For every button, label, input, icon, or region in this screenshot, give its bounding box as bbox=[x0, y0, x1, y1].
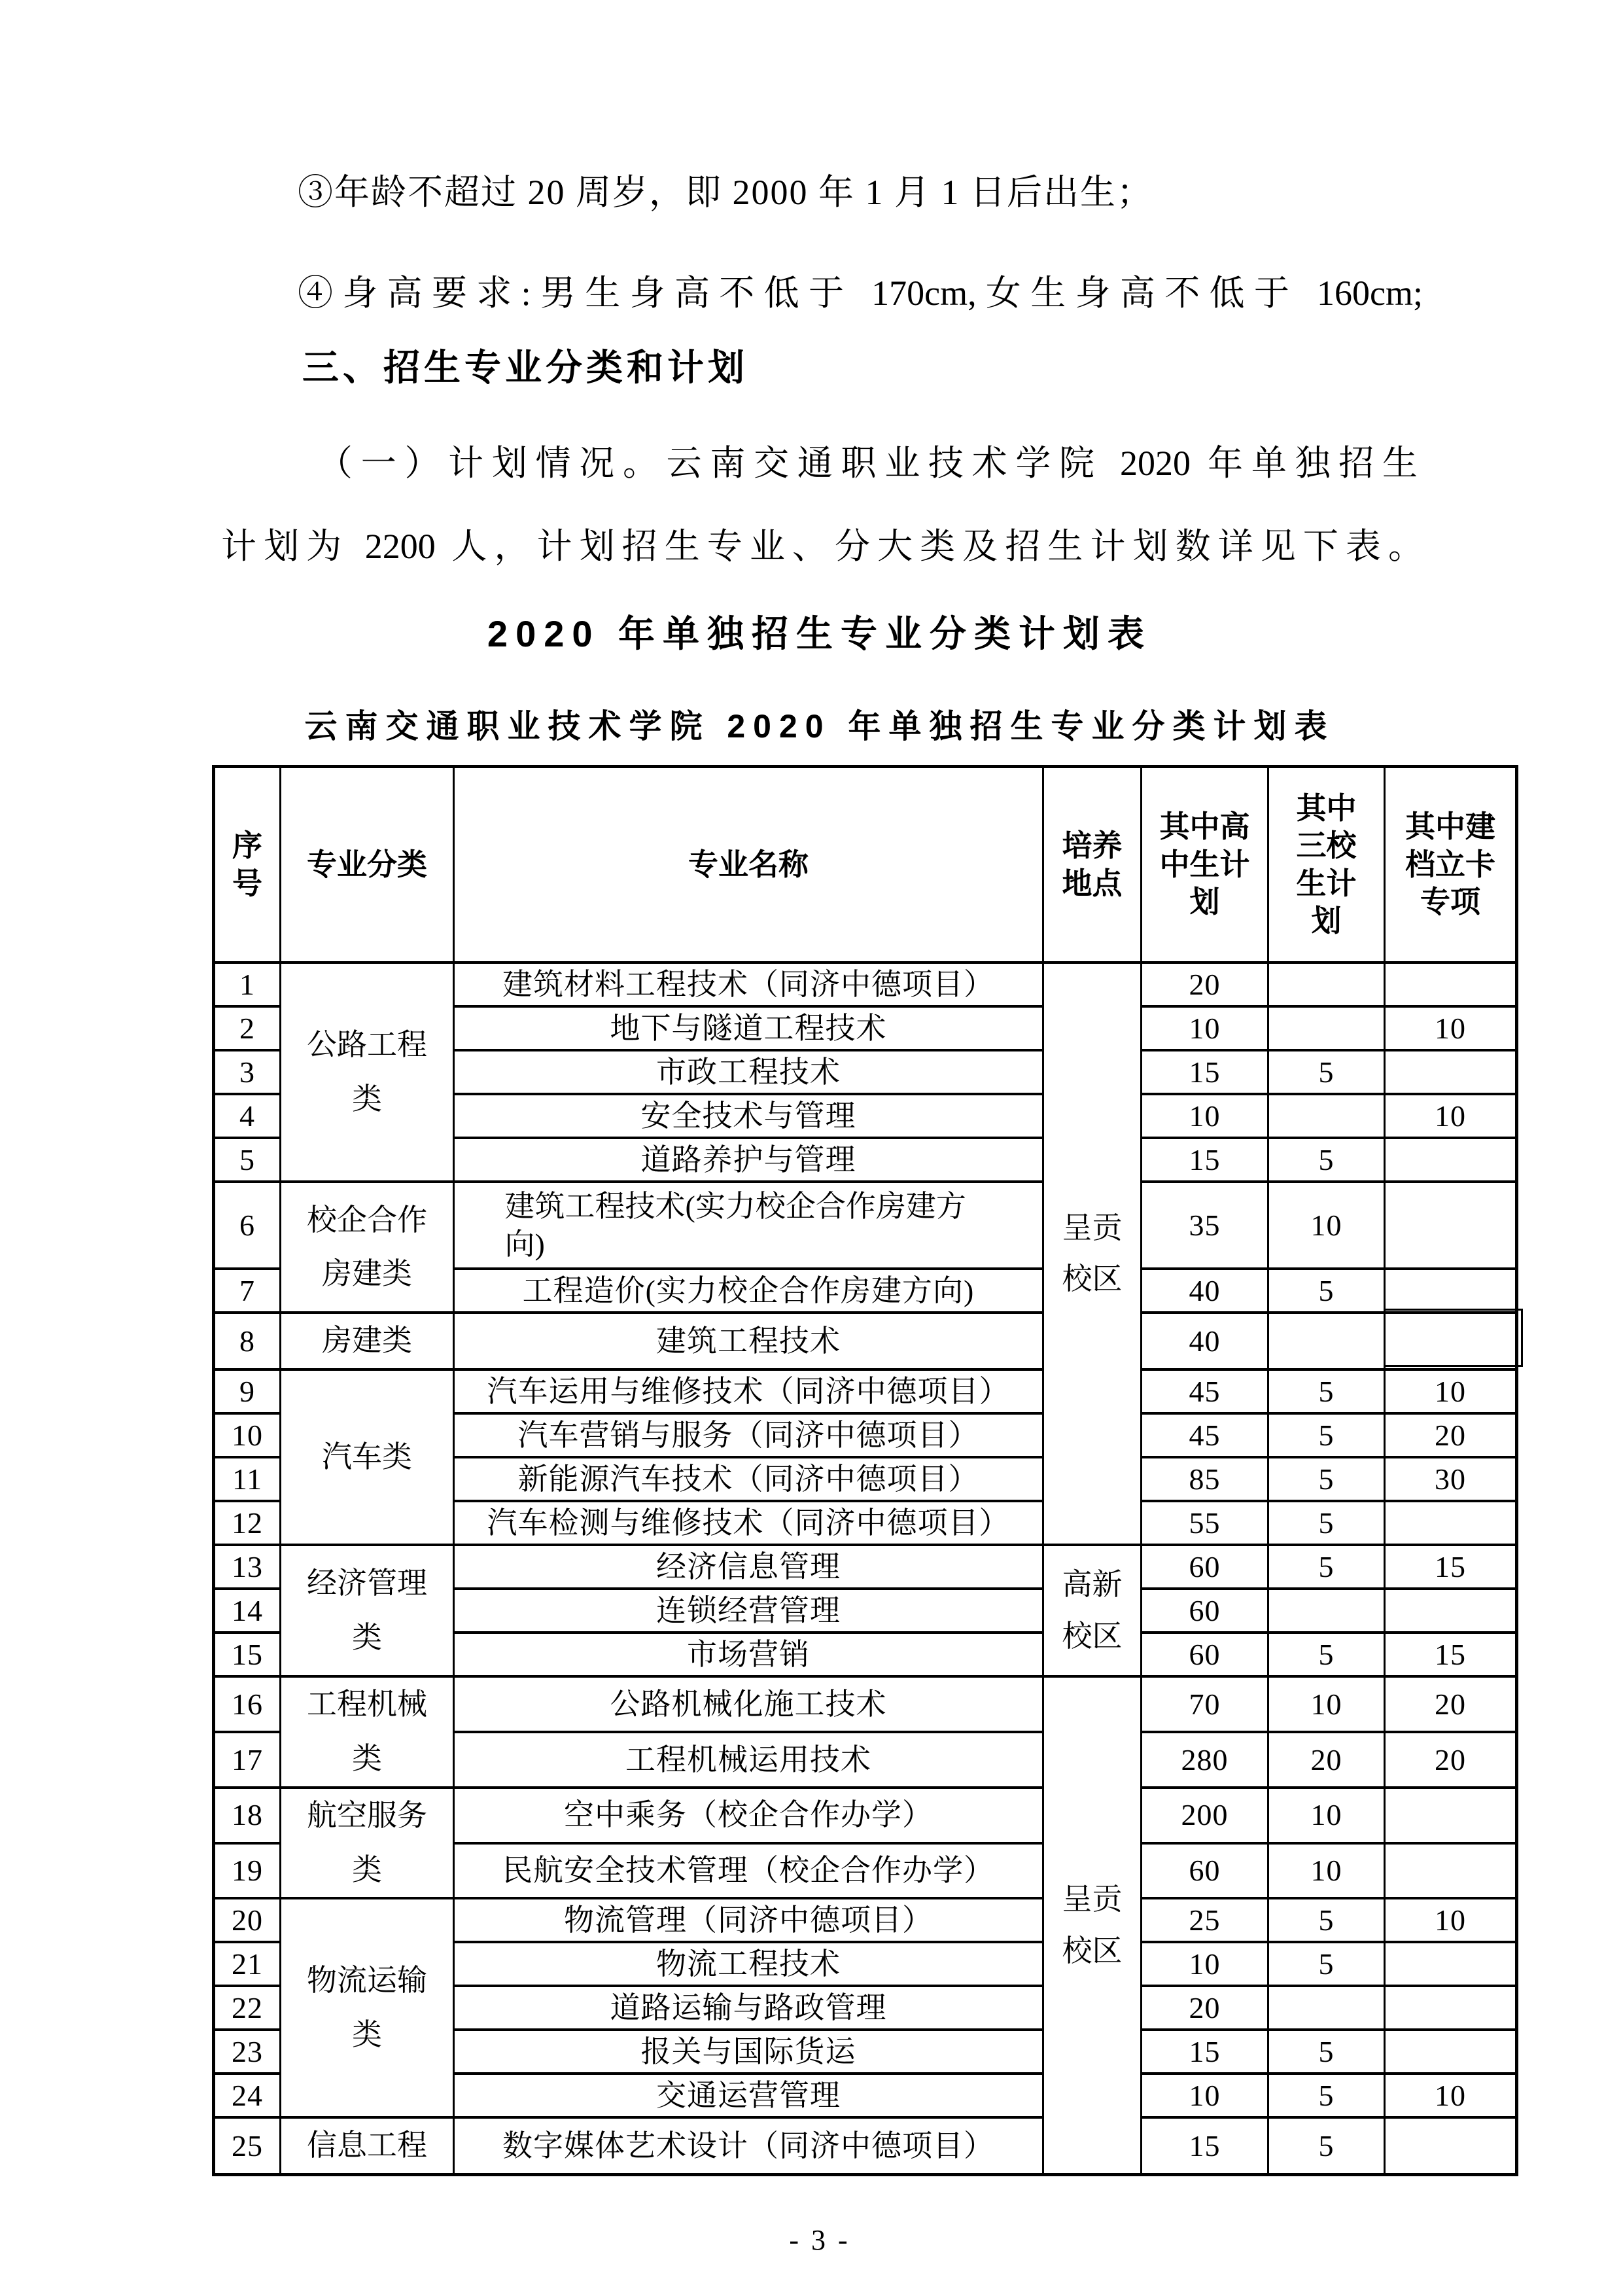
row-number-cell: 8 bbox=[214, 1313, 281, 1369]
sx-plan-cell: 20 bbox=[1268, 1732, 1385, 1788]
row-number-cell: 20 bbox=[214, 1898, 281, 1942]
hs-plan-cell: 200 bbox=[1142, 1788, 1268, 1843]
major-name-cell: 新能源汽车技术（同济中德项目） bbox=[454, 1457, 1043, 1501]
bdlk-plan-cell: 10 bbox=[1385, 1006, 1517, 1050]
category-cell: 物流运输类 bbox=[281, 1898, 454, 2117]
row-number-cell: 11 bbox=[214, 1457, 281, 1501]
hs-plan-cell: 15 bbox=[1142, 2117, 1268, 2174]
table-body bbox=[214, 963, 1517, 2174]
hs-plan-cell: 45 bbox=[1142, 1413, 1268, 1457]
page-number: - 3 - bbox=[789, 2224, 850, 2257]
hs-plan-cell: 280 bbox=[1142, 1732, 1268, 1788]
row-number-cell: 16 bbox=[214, 1676, 281, 1732]
row-number-cell: 6 bbox=[214, 1182, 281, 1269]
row-number-cell: 23 bbox=[214, 2030, 281, 2074]
table-row bbox=[214, 963, 1517, 1006]
table-row bbox=[214, 1182, 1517, 1269]
sx-plan-cell: 5 bbox=[1268, 1050, 1385, 1094]
sx-plan-cell: 5 bbox=[1268, 2074, 1385, 2117]
major-name-cell: 工程造价(实力校企合作房建方向) bbox=[454, 1269, 1043, 1313]
table-title: 2020 年单独招生专业分类计划表 bbox=[487, 612, 1153, 654]
bdlk-plan-cell: 30 bbox=[1385, 1457, 1517, 1501]
category-cell: 校企合作房建类 bbox=[281, 1182, 454, 1313]
location-cell: 呈贡校区 bbox=[1043, 1676, 1142, 2174]
major-name-cell: 道路运输与路政管理 bbox=[454, 1986, 1043, 2030]
major-name-cell: 市政工程技术 bbox=[454, 1050, 1043, 1094]
category-cell: 工程机械类 bbox=[281, 1676, 454, 1788]
row-number-cell: 5 bbox=[214, 1138, 281, 1182]
hs-plan-cell: 15 bbox=[1142, 2030, 1268, 2074]
major-name-cell: 报关与国际货运 bbox=[454, 2030, 1043, 2074]
sx-plan-cell: 5 bbox=[1268, 2030, 1385, 2074]
major-name-cell: 空中乘务（校企合作办学） bbox=[454, 1788, 1043, 1843]
sx-plan-cell bbox=[1268, 1006, 1385, 1050]
row-number-cell: 12 bbox=[214, 1501, 281, 1545]
table-header bbox=[214, 766, 1517, 963]
hs-plan-cell: 25 bbox=[1142, 1898, 1268, 1942]
hs-plan-cell: 40 bbox=[1142, 1313, 1268, 1369]
table-row bbox=[214, 1788, 1517, 1843]
major-name-cell: 建筑工程技术 bbox=[454, 1313, 1043, 1369]
sx-plan-cell bbox=[1268, 1986, 1385, 2030]
bdlk-plan-cell: 15 bbox=[1385, 1545, 1517, 1589]
sx-plan-cell bbox=[1268, 1313, 1385, 1369]
bdlk-plan-cell bbox=[1385, 2117, 1517, 2174]
hs-plan-cell: 60 bbox=[1142, 1589, 1268, 1633]
bdlk-plan-cell bbox=[1385, 2030, 1517, 2074]
table-row bbox=[214, 2117, 1517, 2174]
row-number-cell: 1 bbox=[214, 963, 281, 1006]
header-sx-plan: 其中三校生计划 bbox=[1268, 766, 1385, 963]
bdlk-plan-cell bbox=[1385, 1182, 1517, 1269]
category-cell: 房建类 bbox=[281, 1313, 454, 1369]
row-number-cell: 22 bbox=[214, 1986, 281, 2030]
header-hs-plan: 其中高中生计划 bbox=[1142, 766, 1268, 963]
sx-plan-cell bbox=[1268, 963, 1385, 1006]
hs-plan-cell: 45 bbox=[1142, 1369, 1268, 1413]
hs-plan-cell: 85 bbox=[1142, 1457, 1268, 1501]
major-name-cell: 建筑工程技术(实力校企合作房建方向) bbox=[454, 1182, 1043, 1269]
bdlk-plan-cell bbox=[1385, 1138, 1517, 1182]
sx-plan-cell bbox=[1268, 1589, 1385, 1633]
major-name-cell: 公路机械化施工技术 bbox=[454, 1676, 1043, 1732]
header-major-name: 专业名称 bbox=[454, 766, 1043, 963]
bdlk-plan-cell: 10 bbox=[1385, 1369, 1517, 1413]
hs-plan-cell: 60 bbox=[1142, 1545, 1268, 1589]
section-heading: 三、招生专业分类和计划 bbox=[302, 347, 748, 389]
row-number-cell: 3 bbox=[214, 1050, 281, 1094]
row-number-cell: 14 bbox=[214, 1589, 281, 1633]
category-cell: 信息工程 bbox=[281, 2117, 454, 2174]
bdlk-plan-cell: 10 bbox=[1385, 1898, 1517, 1942]
bdlk-plan-cell bbox=[1385, 1942, 1517, 1986]
sx-plan-cell: 5 bbox=[1268, 1545, 1385, 1589]
sx-plan-cell: 5 bbox=[1268, 1942, 1385, 1986]
table-row bbox=[214, 1676, 1517, 1732]
major-name-cell: 汽车运用与维修技术（同济中德项目） bbox=[454, 1369, 1043, 1413]
major-name-cell: 工程机械运用技术 bbox=[454, 1732, 1043, 1788]
sx-plan-cell: 10 bbox=[1268, 1676, 1385, 1732]
hs-plan-cell: 20 bbox=[1142, 1986, 1268, 2030]
bdlk-plan-cell bbox=[1385, 1986, 1517, 2030]
category-cell: 公路工程类 bbox=[281, 963, 454, 1182]
row-number-cell: 18 bbox=[214, 1788, 281, 1843]
table-row bbox=[214, 1313, 1517, 1369]
sx-plan-cell: 5 bbox=[1268, 1898, 1385, 1942]
table-row bbox=[214, 1369, 1517, 1413]
row-number-cell: 9 bbox=[214, 1369, 281, 1413]
hs-plan-cell: 10 bbox=[1142, 2074, 1268, 2117]
row-number-cell: 17 bbox=[214, 1732, 281, 1788]
bdlk-plan-cell: 10 bbox=[1385, 1094, 1517, 1138]
hs-plan-cell: 35 bbox=[1142, 1182, 1268, 1269]
major-name-cell: 市场营销 bbox=[454, 1633, 1043, 1676]
hs-plan-cell: 40 bbox=[1142, 1269, 1268, 1313]
hs-plan-cell: 15 bbox=[1142, 1138, 1268, 1182]
header-bdlk-plan: 其中建档立卡专项 bbox=[1385, 766, 1517, 963]
sx-plan-cell: 5 bbox=[1268, 1413, 1385, 1457]
plan-paragraph-line-2: 计划为 2200 人，计划招生专业、分大类及招生计划数详见下表。 bbox=[221, 526, 1423, 566]
location-cell: 高新校区 bbox=[1043, 1545, 1142, 1676]
category-cell: 航空服务类 bbox=[281, 1788, 454, 1899]
bdlk-plan-cell: 20 bbox=[1385, 1413, 1517, 1457]
major-name-cell: 物流工程技术 bbox=[454, 1942, 1043, 1986]
requirement-height-line: ④身高要求:男生身高不低于 170cm,女生身高不低于 160cm; bbox=[298, 273, 1423, 313]
row-number-cell: 25 bbox=[214, 2117, 281, 2174]
hs-plan-cell: 15 bbox=[1142, 1050, 1268, 1094]
bdlk-plan-cell: 10 bbox=[1385, 2074, 1517, 2117]
row-number-cell: 19 bbox=[214, 1843, 281, 1899]
major-name-cell: 汽车营销与服务（同济中德项目） bbox=[454, 1413, 1043, 1457]
sx-plan-cell: 10 bbox=[1268, 1182, 1385, 1269]
major-name-cell: 建筑材料工程技术（同济中德项目） bbox=[454, 963, 1043, 1006]
plan-paragraph-line-1: （一）计划情况。云南交通职业技术学院 2020 年单独招生 bbox=[317, 444, 1418, 484]
header-category: 专业分类 bbox=[281, 766, 454, 963]
bdlk-plan-cell: 20 bbox=[1385, 1676, 1517, 1732]
major-name-cell: 交通运营管理 bbox=[454, 2074, 1043, 2117]
major-name-cell: 民航安全技术管理（校企合作办学） bbox=[454, 1843, 1043, 1899]
bdlk-plan-cell bbox=[1385, 1313, 1517, 1369]
major-name-cell: 安全技术与管理 bbox=[454, 1094, 1043, 1138]
sx-plan-cell: 5 bbox=[1268, 1457, 1385, 1501]
row-number-cell: 15 bbox=[214, 1633, 281, 1676]
row-number-cell: 10 bbox=[214, 1413, 281, 1457]
hs-plan-cell: 10 bbox=[1142, 1006, 1268, 1050]
row-number-cell: 2 bbox=[214, 1006, 281, 1050]
major-name-cell: 地下与隧道工程技术 bbox=[454, 1006, 1043, 1050]
sx-plan-cell: 5 bbox=[1268, 1501, 1385, 1545]
major-name-cell: 连锁经营管理 bbox=[454, 1589, 1043, 1633]
row-number-cell: 24 bbox=[214, 2074, 281, 2117]
major-name-cell: 道路养护与管理 bbox=[454, 1138, 1043, 1182]
major-name-cell: 汽车检测与维修技术（同济中德项目） bbox=[454, 1501, 1043, 1545]
hs-plan-cell: 70 bbox=[1142, 1676, 1268, 1732]
sx-plan-cell: 5 bbox=[1268, 1138, 1385, 1182]
sx-plan-cell: 5 bbox=[1268, 1369, 1385, 1413]
major-name-cell: 物流管理（同济中德项目） bbox=[454, 1898, 1043, 1942]
row-number-cell: 13 bbox=[214, 1545, 281, 1589]
bdlk-plan-cell bbox=[1385, 1843, 1517, 1899]
bdlk-plan-cell bbox=[1385, 1589, 1517, 1633]
hs-plan-cell: 55 bbox=[1142, 1501, 1268, 1545]
category-cell: 汽车类 bbox=[281, 1369, 454, 1545]
table-row bbox=[214, 1545, 1517, 1589]
sx-plan-cell: 10 bbox=[1268, 1843, 1385, 1899]
bdlk-plan-cell bbox=[1385, 963, 1517, 1006]
sx-plan-cell: 5 bbox=[1268, 2117, 1385, 2174]
sx-plan-cell: 5 bbox=[1268, 1633, 1385, 1676]
sx-plan-cell: 10 bbox=[1268, 1788, 1385, 1843]
header-location: 培养地点 bbox=[1043, 766, 1142, 963]
hs-plan-cell: 10 bbox=[1142, 1942, 1268, 1986]
row-number-cell: 21 bbox=[214, 1942, 281, 1986]
enrollment-plan-table bbox=[212, 765, 1518, 2176]
row-number-cell: 4 bbox=[214, 1094, 281, 1138]
header-row bbox=[214, 766, 1517, 963]
bdlk-plan-cell bbox=[1385, 1269, 1517, 1313]
bdlk-plan-cell bbox=[1385, 1788, 1517, 1843]
bdlk-plan-cell bbox=[1385, 1501, 1517, 1545]
hs-plan-cell: 60 bbox=[1142, 1633, 1268, 1676]
major-name-cell: 数字媒体艺术设计（同济中德项目） bbox=[454, 2117, 1043, 2174]
hs-plan-cell: 10 bbox=[1142, 1094, 1268, 1138]
hs-plan-cell: 60 bbox=[1142, 1843, 1268, 1899]
bdlk-plan-cell bbox=[1385, 1050, 1517, 1094]
location-cell: 呈贡校区 bbox=[1043, 963, 1142, 1545]
table-row bbox=[214, 1898, 1517, 1942]
hs-plan-cell: 20 bbox=[1142, 963, 1268, 1006]
bdlk-plan-cell: 15 bbox=[1385, 1633, 1517, 1676]
sx-plan-cell: 5 bbox=[1268, 1269, 1385, 1313]
requirement-age-line: ③年龄不超过 20 周岁，即 2000 年 1 月 1 日后出生； bbox=[298, 173, 1153, 212]
header-serial: 序号 bbox=[214, 766, 281, 963]
row-number-cell: 7 bbox=[214, 1269, 281, 1313]
major-name-cell: 经济信息管理 bbox=[454, 1545, 1043, 1589]
category-cell: 经济管理类 bbox=[281, 1545, 454, 1676]
sx-plan-cell bbox=[1268, 1094, 1385, 1138]
bdlk-plan-cell: 20 bbox=[1385, 1732, 1517, 1788]
table-subtitle: 云南交通职业技术学院 2020 年单独招生专业分类计划表 bbox=[304, 708, 1335, 745]
